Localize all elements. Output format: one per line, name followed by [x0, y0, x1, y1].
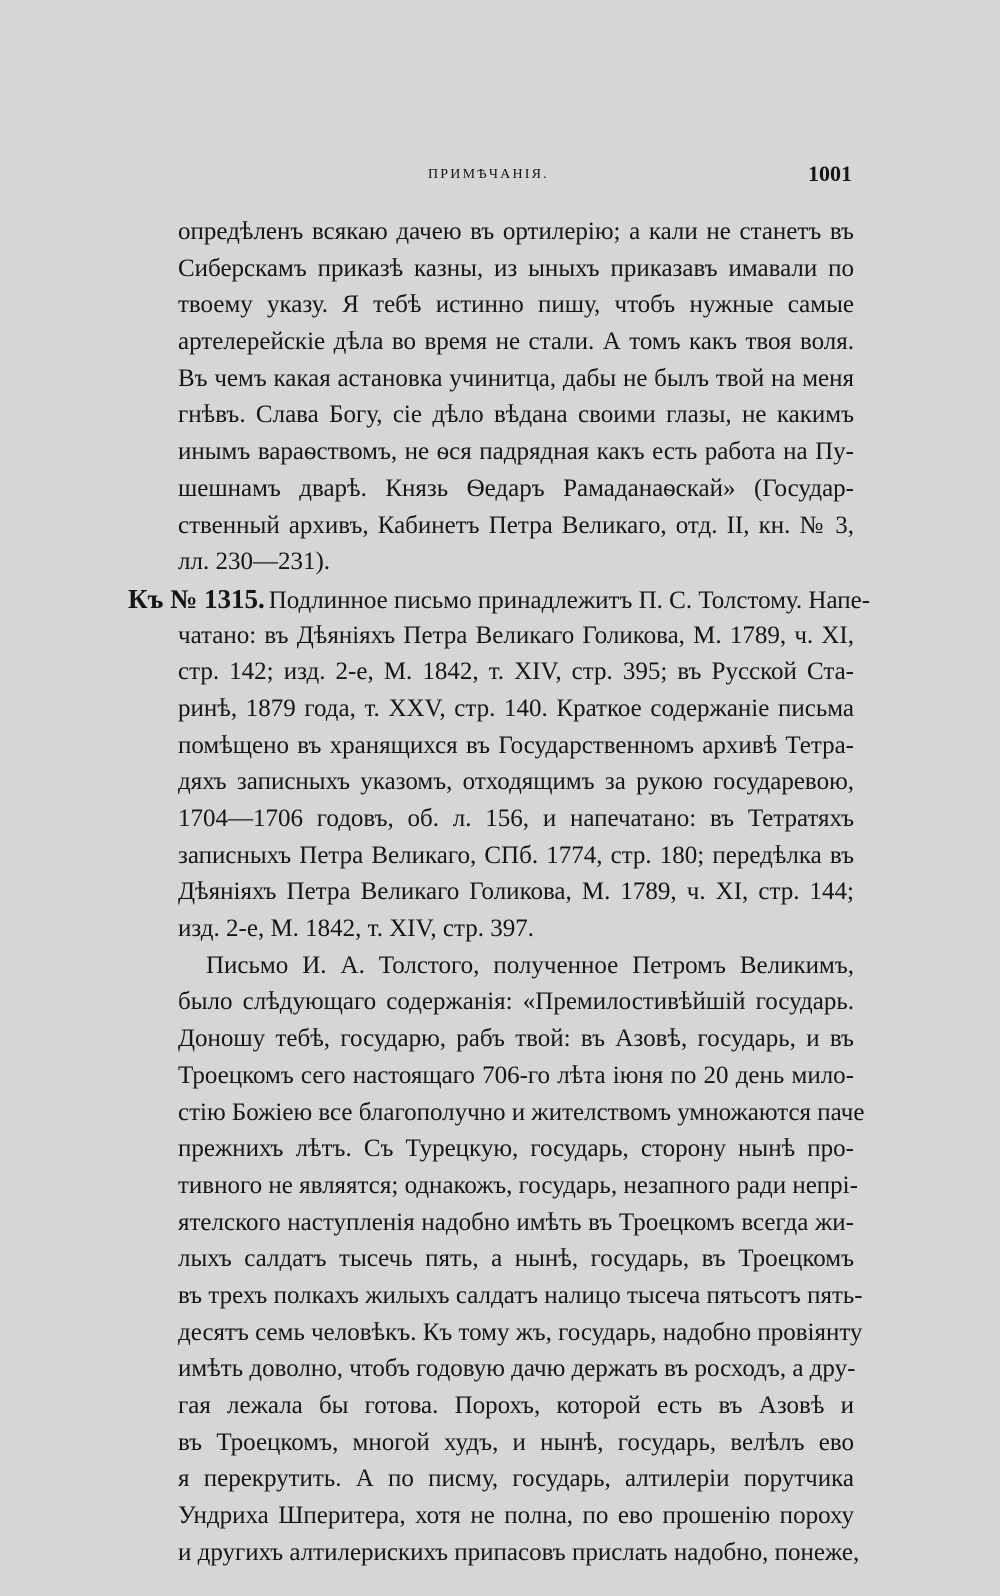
text-block: [128, 214, 871, 1571]
text-line: артелерейскіе дѣла во время не стали. А томъ какъ твоя воля.: [178, 328, 854, 356]
entry-heading-line: [128, 581, 871, 618]
text-line: чатано: въ Дѣяніяхъ Петра Великаго Голикова, М. 1789, ч. XI,: [178, 621, 854, 649]
text-line: ственный архивъ, Кабинетъ Петра Великаго, отд. II, кн. № 3,: [178, 511, 854, 539]
text-line: я перекрутить. А по писму, государь, алтилеріи порутчика: [178, 1465, 854, 1493]
text-line: опредѣленъ всякаю дачею въ ортилерію; а кали не станетъ въ: [178, 218, 854, 245]
text-line: ятелского наступленія надобно имѣть въ Троецкомъ всегда жи-: [178, 1208, 854, 1236]
text-line: Дѣяніяхъ Петра Великаго Голикова, М. 1789, ч. XI, стр. 144;: [178, 878, 854, 906]
text-line: шешнамъ дварѣ. Князь Ѳедаръ Рамаданаѳскай» (Государ-: [178, 474, 854, 502]
text-line: твоему указу. Я тебѣ истинно пишу, чтобъ нужные самые: [178, 291, 854, 319]
text-line: и другихъ алтилерискихъ припасовъ прислать надобно, понеже,: [178, 1538, 860, 1566]
text-line: 1704—1706 годовъ, об. л. 156, и напечатано: въ Тетратяхъ: [178, 805, 854, 832]
text-line: въ Троецкомъ, многой худъ, и нынѣ, государь, велѣлъ ево: [178, 1428, 854, 1456]
text-line: Сиберскамъ приказѣ казны, из ыныхъ приказавъ имавали по: [178, 254, 854, 282]
text-line: гнѣвъ. Слава Богу, сіе дѣло вѣдана своими глазы, не какимъ: [178, 401, 854, 429]
text-line: дяхъ записныхъ указомъ, отходящимъ за рукою государевою,: [178, 768, 854, 796]
text-line: десятъ семь человѣкъ. Къ тому жъ, государь, надобно провіянту: [178, 1318, 863, 1346]
text-line: помѣщено въ хранящихся въ Государственномъ архивѣ Тетра-: [178, 731, 854, 759]
text-line: стію Божіею все благополучно и жителствомъ умножаются паче: [178, 1098, 865, 1126]
text-line: изд. 2-е, М. 1842, т. XIV, стр. 397.: [178, 915, 535, 943]
text-line: Ундриха Шперитера, хотя не полна, по ево прошенію пороху: [178, 1502, 854, 1530]
text-line: записныхъ Петра Великаго, СПб. 1774, стр. 180; передѣлка въ: [178, 841, 854, 869]
text-line: ринѣ, 1879 года, т. XXV, стр. 140. Краткое содержаніе письма: [178, 694, 854, 722]
text-line: имѣть доволно, чтобъ годовую дачю держать въ росходъ, а дру-: [178, 1355, 856, 1383]
text-line: прежнихъ лѣтъ. Съ Турецкую, государь, сторону нынѣ про-: [178, 1135, 854, 1163]
text-line: лл. 230—231).: [178, 548, 331, 576]
text-line: Въ чемъ какая астановка учинитца, дабы не былъ твой на меня: [178, 364, 854, 392]
text-line: лыхъ салдатъ тысечь пять, а нынѣ, государь, въ Троецкомъ: [178, 1245, 854, 1273]
running-head: [0, 161, 1000, 189]
text-line: Письмо И. А. Толстого, полученное Петромъ Великимъ,: [206, 951, 854, 979]
text-line: въ трехъ полкахъ жилыхъ салдатъ налицо тысеча пятьсотъ пять-: [178, 1281, 863, 1309]
text-line: тивного не являятся; однакожъ, государь, незапного ради непрі-: [178, 1171, 858, 1199]
text-line: инымъ вараѳствомъ, не ѳся падрядная какъ есть работа на Пу-: [178, 438, 854, 466]
entry-first-line: Подлинное письмо принадлежитъ П. С. Толстому. Напе-: [268, 586, 871, 614]
text-line: стр. 142; изд. 2-е, М. 1842, т. XIV, стр. 395; въ Русской Ста-: [178, 658, 854, 686]
text-line: Троецкомъ сего настоящаго 706-го лѣта іюня по 20 день мило-: [178, 1061, 854, 1089]
text-line: Доношу тебѣ, государю, рабъ твой: въ Азовѣ, государь, и въ: [178, 1025, 854, 1053]
text-line: было слѣдующаго содержанія: «Премилостивѣйшій государь.: [178, 988, 854, 1016]
running-title: ПРИМѢЧАНІЯ.: [428, 167, 549, 182]
page-number: 1001: [808, 161, 852, 186]
entry-label: Къ № 1315.: [128, 583, 265, 614]
text-line: гая лежала бы готова. Порохъ, которой есть въ Азовѣ и: [178, 1392, 854, 1419]
